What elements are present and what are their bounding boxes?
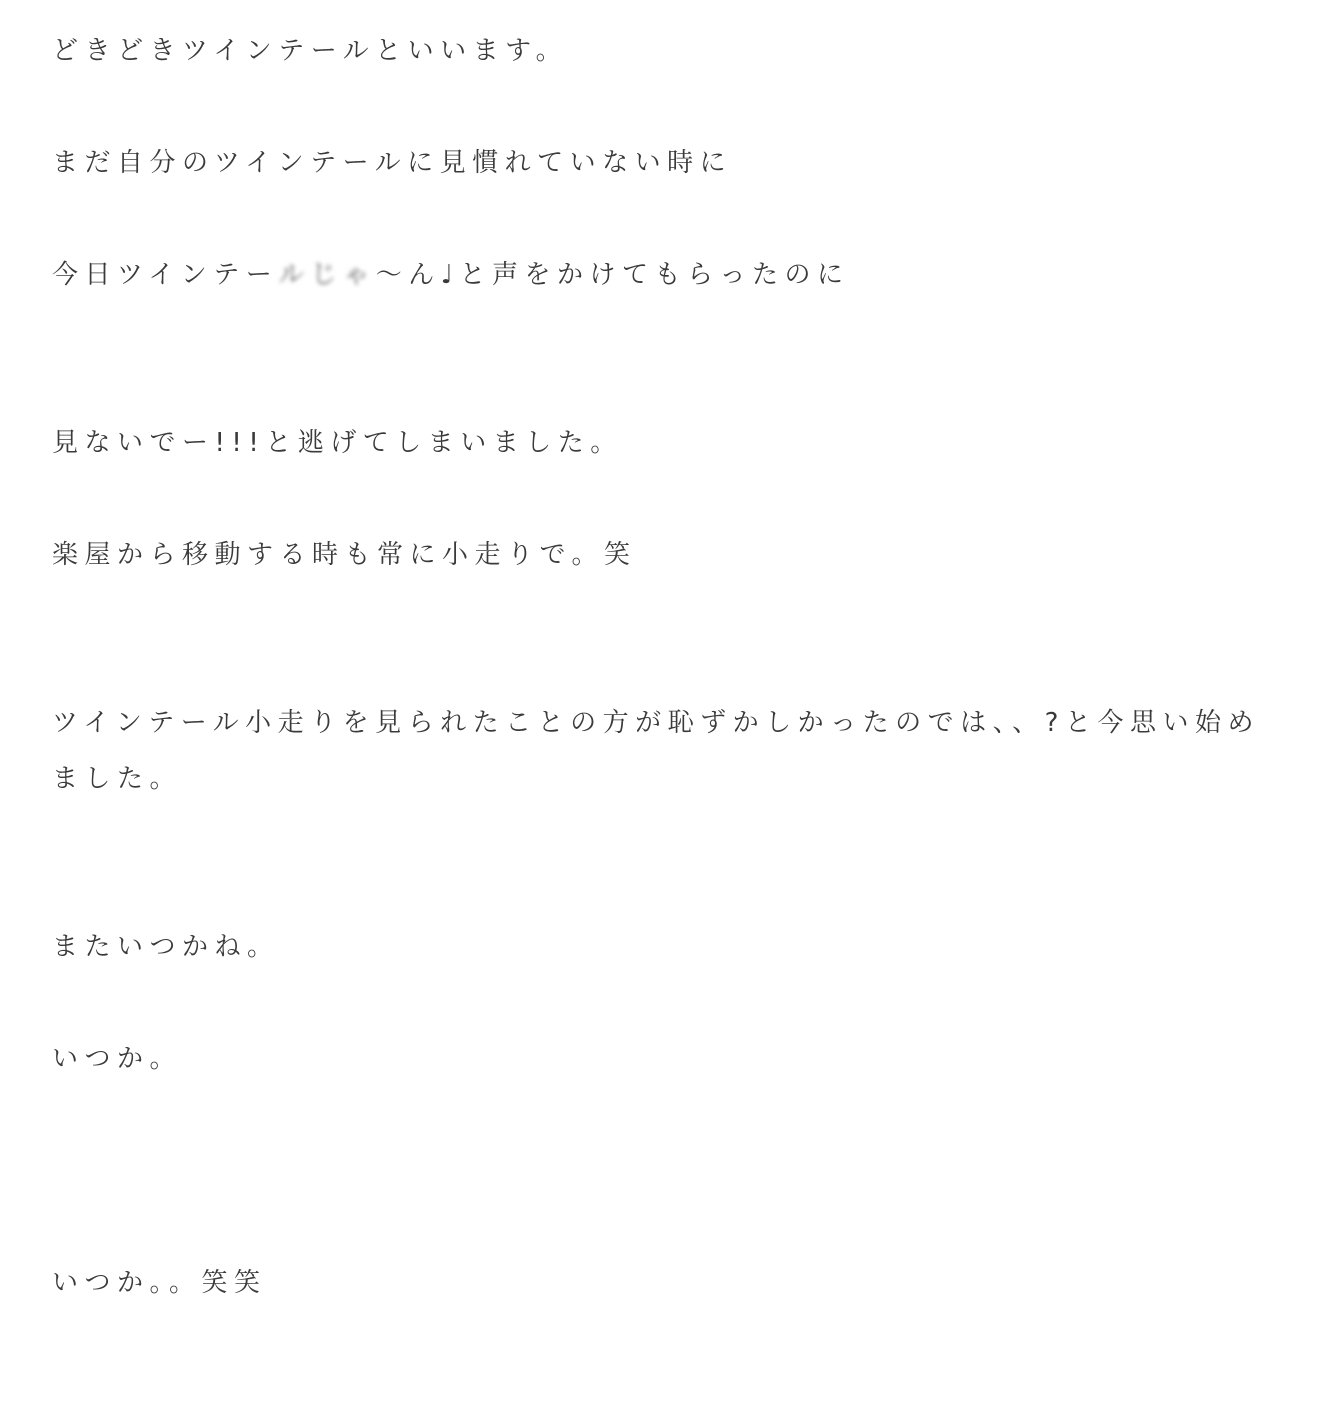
paragraph <box>52 247 849 303</box>
blurred-text: ルじゃ <box>278 260 376 290</box>
paragraph: いつか。。笑笑 <box>52 1268 267 1298</box>
paragraph-text-start: 今日ツインテー <box>52 260 279 290</box>
paragraph: またいつかね。 <box>52 932 280 962</box>
paragraph: 楽屋から移動する時も常に小走りで。笑 <box>52 540 637 570</box>
paragraph: いつか。 <box>52 1044 183 1074</box>
paragraph: ツインテール小走りを見られたことの方が恥ずかしかったのでは、、?と今思い始めました。 <box>52 708 1260 794</box>
paragraph: まだ自分のツインテールに見慣れていない時に <box>52 148 733 178</box>
paragraph: 見ないでー!!!と逃げてしまいました。 <box>52 428 623 458</box>
paragraph-text-end: 〜ん♩と声をかけてもらったのに <box>375 260 850 290</box>
paragraph: どきどきツインテールといいます。 <box>52 36 569 66</box>
